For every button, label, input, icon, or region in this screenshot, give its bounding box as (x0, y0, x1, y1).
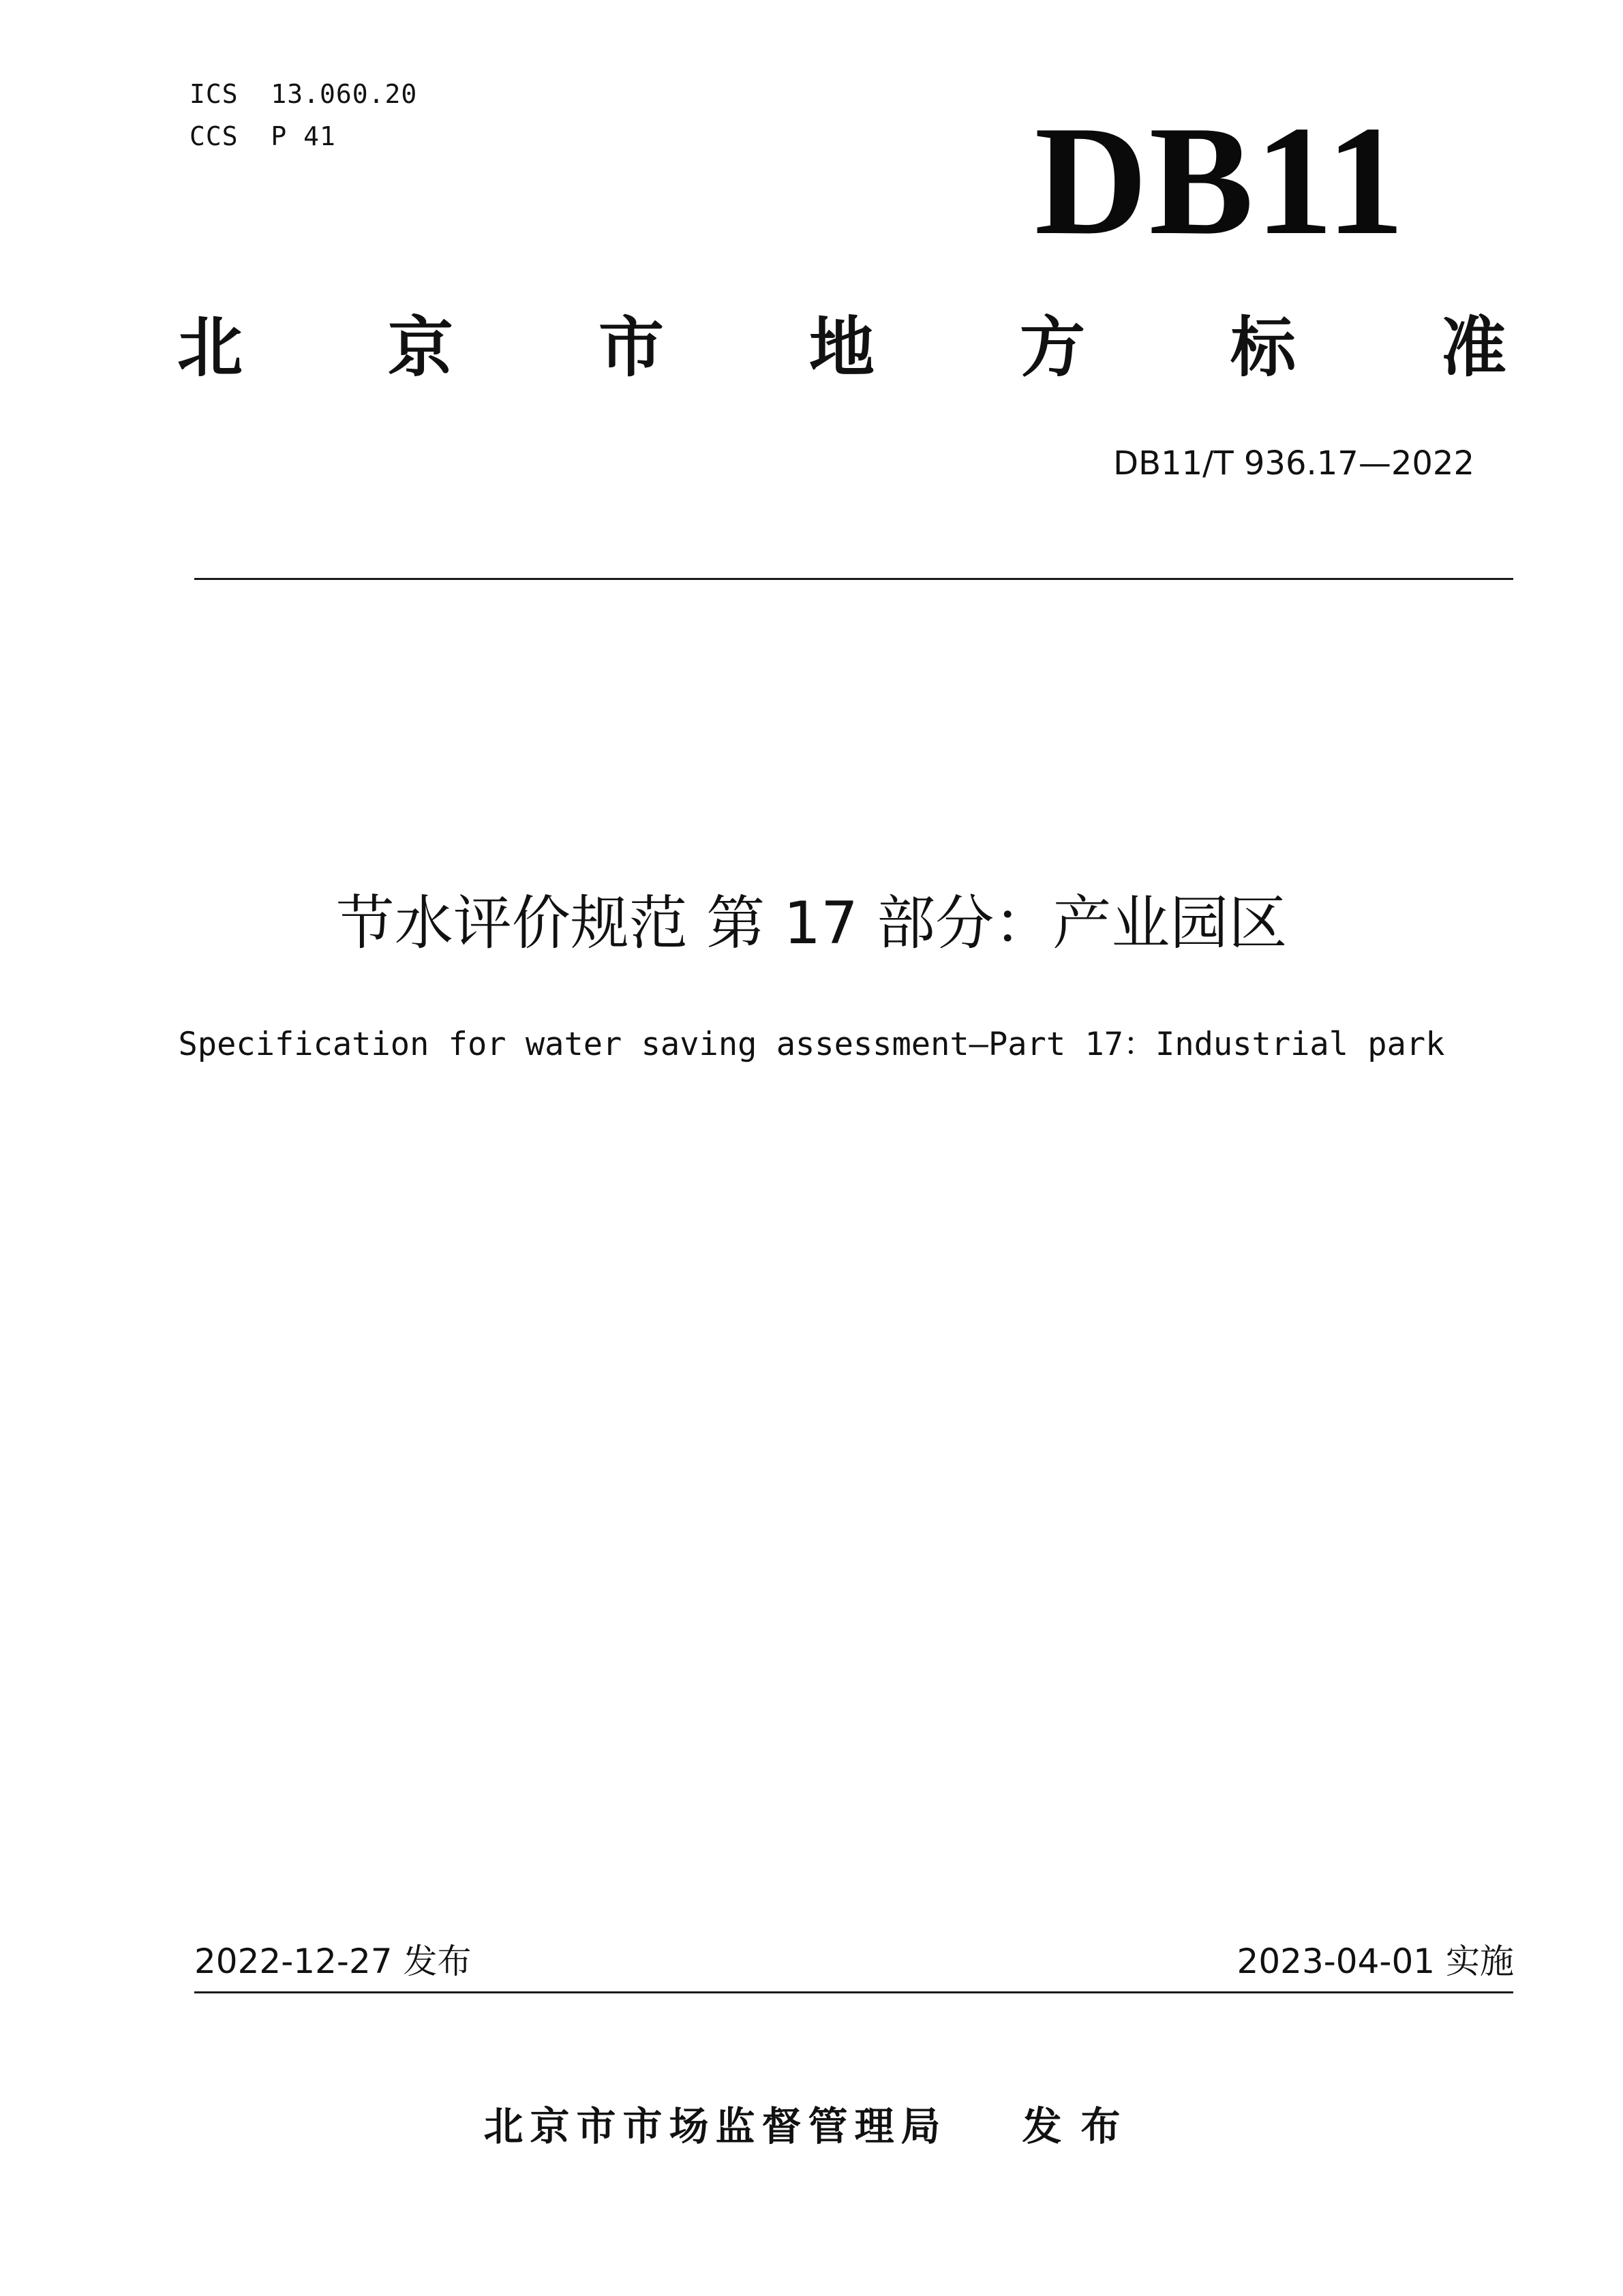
bottom-divider (194, 1991, 1513, 1993)
implementation-date: 2023-04-01 实施 (1237, 1942, 1514, 1981)
issue-date: 2022-12-27 发布 (194, 1942, 472, 1981)
ics-code: ICS 13.060.20 (189, 79, 418, 109)
standard-type-char: 市 (598, 309, 664, 386)
title-english: Specification for water saving assessment—Part 17：Industrial park (178, 1026, 1445, 1063)
standard-type-char: 京 (388, 309, 453, 386)
top-divider (194, 578, 1513, 580)
publisher-action: 发布 (1022, 2103, 1140, 2149)
standard-type-char: 准 (1441, 309, 1506, 386)
standard-type-heading (177, 310, 1506, 385)
ccs-code: CCS P 41 (189, 121, 336, 151)
standard-type-char: 标 (1230, 309, 1296, 386)
standard-type-char: 北 (177, 309, 243, 386)
publisher-name: 北京市市场监督管理局 (483, 2103, 947, 2149)
title-chinese: 节水评价规范 第 17 部分：产业园区 (335, 889, 1288, 958)
db11-logo: DB11 (1034, 93, 1406, 267)
standard-type-char: 方 (1020, 309, 1085, 386)
standard-number: DB11/T 936.17—2022 (1113, 444, 1474, 483)
standard-type-char: 地 (809, 309, 875, 386)
publisher-line (0, 2102, 1623, 2150)
